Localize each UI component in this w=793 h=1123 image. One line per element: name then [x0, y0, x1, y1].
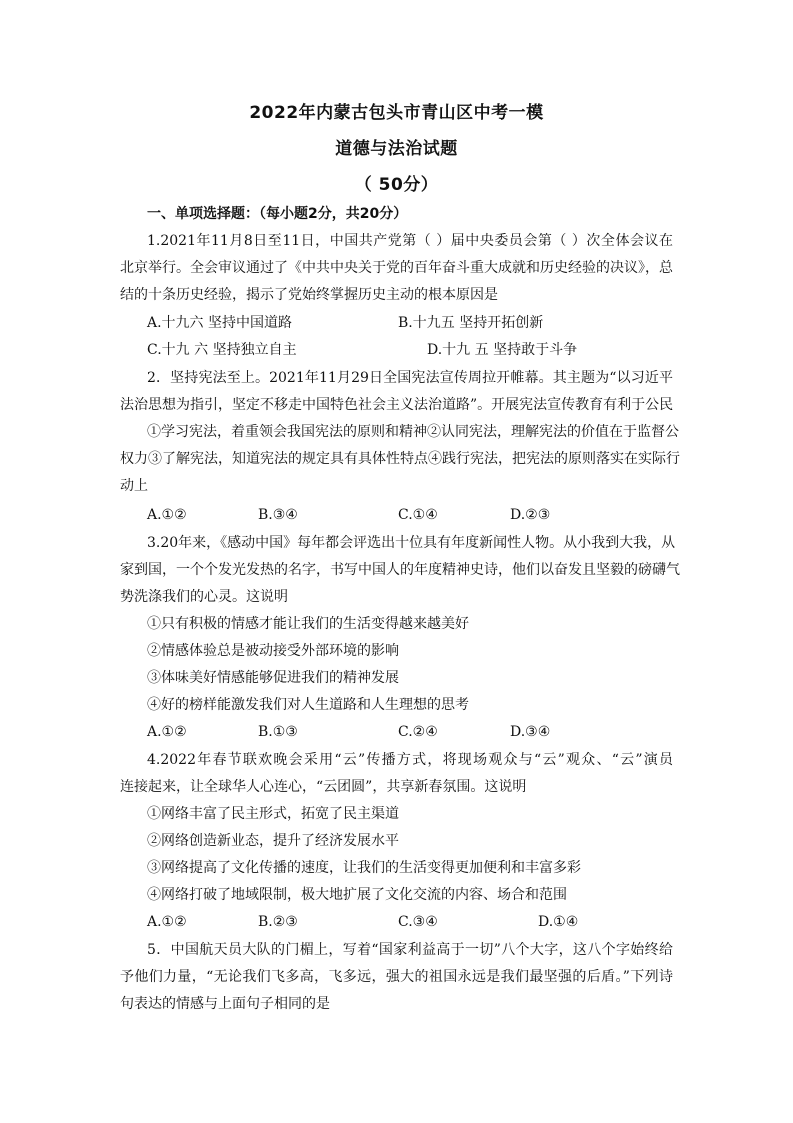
q3-line-2: 家到国，一个个发光发热的名字，书写中国人的年度精神史诗，他们以奋发且坚毅的磅礴气	[120, 562, 680, 578]
q4-statement-1: ①网络丰富了民主形式，拓宽了民主渠道	[147, 806, 399, 822]
q1-line-2: 北京举行。全会审议通过了《中共中央关于党的百年奋斗重大成就和历史经验的决议》，总	[120, 260, 673, 276]
q2-option-d: D.②③	[510, 507, 551, 523]
q4-option-d: D.①④	[538, 914, 579, 930]
q5-line-3: 句表达的情感与上面句子相同的是	[120, 996, 330, 1012]
q4-option-b: B.②③	[258, 914, 298, 930]
q4-option-a: A.①②	[147, 914, 187, 930]
q4-statement-4: ④网络打破了地域限制，极大地扩展了文化交流的内容、场合和范围	[147, 887, 567, 903]
exam-subject: 道德与法治试题	[335, 139, 458, 159]
q3-option-a: A.①②	[147, 724, 187, 740]
q5-line-1: 5．中国航天员大队的门楣上，写着“国家利益高于一切”八个大字，这八个字始终给	[147, 942, 673, 958]
q3-line-3: 势洗涤我们的心灵。这说明	[120, 589, 288, 605]
q2-option-b: B.③④	[258, 507, 298, 523]
q1-option-d: D.十九 五 坚持敢于斗争	[427, 342, 578, 358]
q1-option-a: A.十九六 坚持中国道路	[147, 315, 293, 331]
exam-title: 2022年内蒙古包头市青山区中考一模	[249, 103, 544, 123]
q3-statement-1: ①只有积极的情感才能让我们的生活变得越来越美好	[147, 616, 469, 632]
q3-option-b: B.①③	[258, 724, 298, 740]
q4-line-1: 4.2022年春节联欢晚会采用“云”传播方式，将现场观众与“云”观众、“云”演员	[147, 752, 673, 768]
section-heading: 一、单项选择题：（每小题2分，共20分）	[147, 206, 408, 222]
q3-statement-3: ③体味美好情感能够促进我们的精神发展	[147, 670, 399, 686]
q2-line-5: 动上	[120, 478, 148, 494]
q3-line-1: 3.20年来，《感动中国》每年都会评选出十位具有年度新闻性人物。从小我到大我，从	[147, 535, 676, 551]
q2-option-a: A.①②	[147, 507, 187, 523]
q2-line-2: 法治思想为指引，坚定不移走中国特色社会主义法治道路”。开展宪法宣传教育有利于公民	[120, 397, 674, 413]
q1-line-3: 结的十条历史经验，揭示了党始终掌握历史主动的根本原因是	[120, 287, 498, 303]
q4-line-2: 连接起来，让全球华人心连心，“云团圆”，共享新春氛围。这说明	[120, 779, 527, 795]
q1-line-1: 1.2021年11月8日至11日，中国共产党第（ ）届中央委员会第（ ）次全体会议在	[147, 233, 673, 249]
q4-statement-3: ③网络提高了文化传播的速度，让我们的生活变得更加便利和丰富多彩	[147, 860, 581, 876]
exam-score: （ 50分）	[354, 175, 439, 195]
q4-option-c: C.③④	[398, 914, 438, 930]
q3-option-d: D.③④	[510, 724, 551, 740]
q3-statement-4: ④好的榜样能激发我们对人生道路和人生理想的思考	[147, 697, 469, 713]
q2-option-c: C.①④	[398, 507, 438, 523]
q2-line-1: 2．坚持宪法至上。2021年11月29日全国宪法宣传周拉开帷幕。其主题为“以习近平	[147, 370, 673, 386]
q2-line-3: ①学习宪法，着重领会我国宪法的原则和精神②认同宪法，理解宪法的价值在于监督公	[147, 424, 679, 440]
q3-statement-2: ②情感体验总是被动接受外部环境的影响	[147, 643, 399, 659]
q1-option-b: B.十九五 坚持开拓创新	[398, 315, 544, 331]
q2-line-4: 权力③了解宪法，知道宪法的规定具有具体性特点④践行宪法，把宪法的原则落实在实际行	[120, 451, 680, 467]
q3-option-c: C.②④	[398, 724, 438, 740]
q4-statement-2: ②网络创造新业态，提升了经济发展水平	[147, 833, 399, 849]
q1-option-c: C.十九 六 坚持独立自主	[147, 342, 297, 358]
q5-line-2: 予他们力量，“无论我们飞多高，飞多远，强大的祖国永远是我们最坚强的后盾。”下列诗	[120, 969, 673, 985]
